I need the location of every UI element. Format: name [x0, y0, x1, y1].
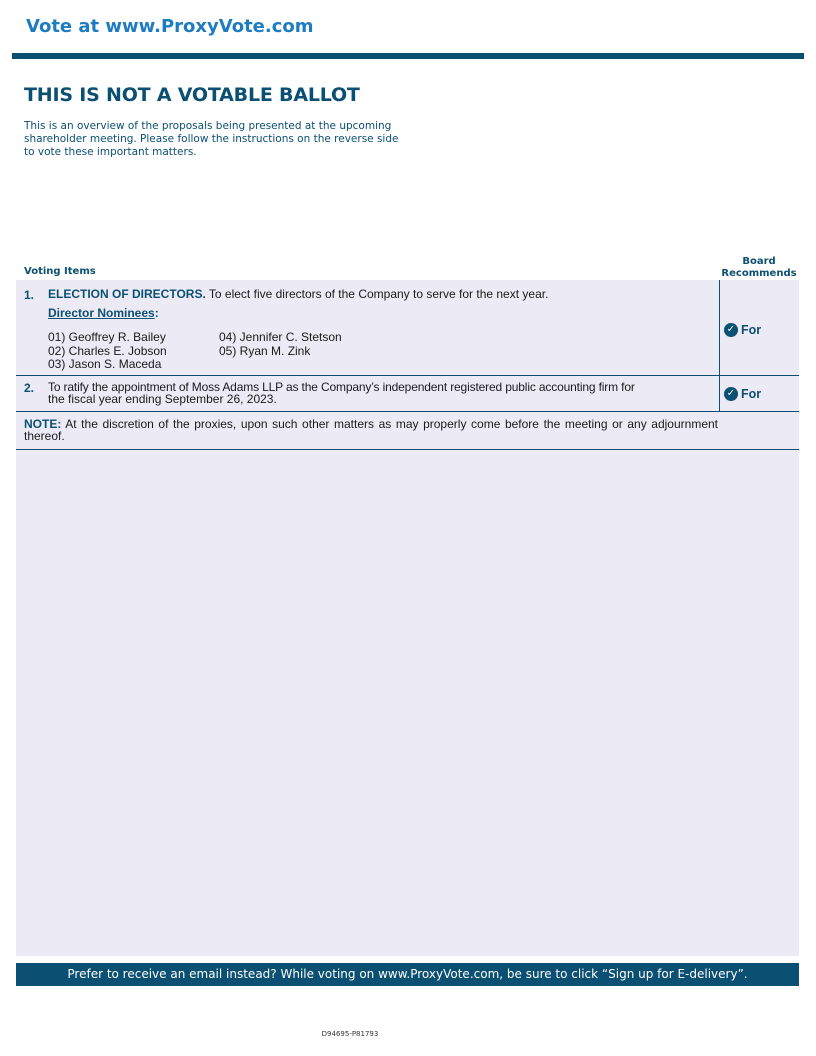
- nominee-05: 05) Ryan M. Zink: [219, 344, 311, 358]
- header-rule: [12, 53, 804, 59]
- proposal-1-number: 1.: [24, 288, 35, 302]
- document-code: D94695-P81793: [321, 1030, 379, 1038]
- proposal-2-number: 2.: [24, 381, 35, 395]
- proposal-2-line-2: the fiscal year ending September 26, 2023.: [48, 392, 277, 406]
- proposal-1-recommendation-label: For: [741, 323, 762, 337]
- proposal-2-recommendation: [724, 387, 761, 401]
- proposal-1-text: [48, 288, 716, 300]
- director-nominees-label-text: Director Nominees: [48, 306, 155, 320]
- proposal-1-description: To elect five directors of the Company to serve for the next year.: [205, 287, 549, 301]
- board-header-line1: Board: [742, 256, 776, 267]
- nominee-03: 03) Jason S. Maceda: [48, 357, 162, 371]
- notice-text: This is an overview of the proposals being presented at the upcoming shareholder meeting. Please follow the instructions on the reverse side to vote these important matters.: [24, 120, 399, 158]
- note-label: NOTE:: [24, 417, 62, 431]
- board-recommends-header: [718, 256, 800, 280]
- proposal-divider-2: [16, 411, 799, 412]
- proposal-1-title: ELECTION OF DIRECTORS.: [48, 287, 206, 301]
- voting-items-header: Voting Items: [24, 266, 96, 277]
- nominee-01: 01) Geoffrey R. Bailey: [48, 330, 166, 344]
- recommend-column-divider: [719, 280, 720, 412]
- nominee-04: 04) Jennifer C. Stetson: [219, 330, 342, 344]
- note-body: At the discretion of the proxies, upon such other matters as may properly come before the meeting or any adjournment thereof.: [24, 417, 718, 443]
- proposal-2-recommendation-label: For: [741, 387, 762, 401]
- proposal-2-text: [48, 381, 718, 405]
- director-nominees-label: [48, 306, 159, 320]
- notice-title: THIS IS NOT A VOTABLE BALLOT: [24, 84, 360, 106]
- proposal-2-line-1: To ratify the appointment of Moss Adams LLP as the Company’s independent registered public accounting firm for: [48, 380, 635, 394]
- nominee-02: 02) Charles E. Jobson: [48, 344, 167, 358]
- proposal-1-recommendation: [724, 323, 761, 337]
- proposal-divider-1: [16, 375, 799, 376]
- note-divider: [16, 449, 799, 450]
- note-text: [24, 418, 718, 442]
- e-delivery-banner: Prefer to receive an email instead? While voting on www.ProxyVote.com, be sure to click “Sign up for E-delivery”.: [16, 963, 799, 986]
- director-nominees-colon: :: [154, 306, 159, 320]
- check-circle-icon: ✓: [724, 387, 738, 401]
- check-circle-icon: ✓: [724, 323, 738, 337]
- site-header: Vote at www.ProxyVote.com: [26, 16, 314, 37]
- board-header-line2: Recommends: [721, 268, 797, 279]
